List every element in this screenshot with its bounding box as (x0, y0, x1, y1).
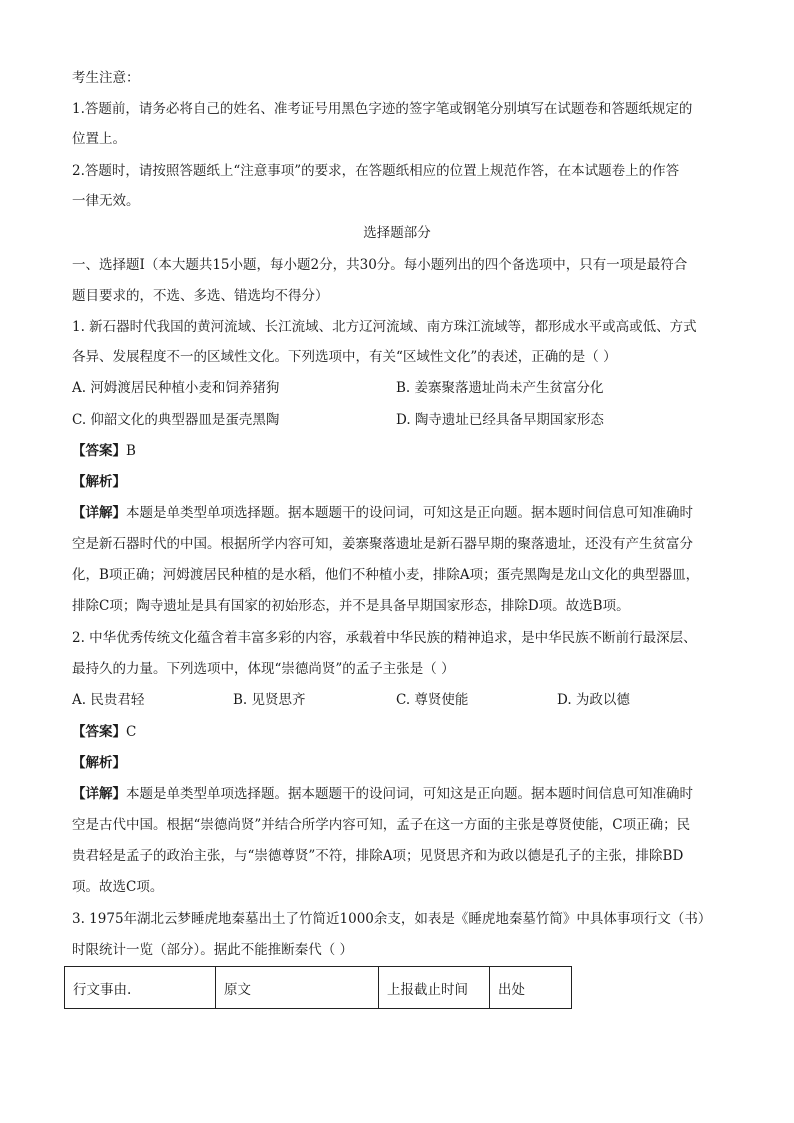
q2-stem-line-2: 最持久的力量。下列选项中，体现“崇德尚贤”的孟子主张是（ ） (72, 661, 455, 677)
q1-detail-text-1: 本题是单类型单项选择题。据本题题干的设问词，可知这是正向题。据本题时间信息可知准确时 (126, 505, 693, 521)
notice-item-2-line-2: 一律无效。 (72, 193, 140, 209)
q1-option-c: C. 仰韶文化的典型器皿是蛋壳黑陶 (72, 412, 280, 428)
q2-answer-label: 【答案】 (72, 724, 126, 740)
q2-detail-text-1: 本题是单类型单项选择题。据本题题干的设问词，可知这是正向题。据本题时间信息可知准确时 (126, 786, 693, 802)
q3-table-header-cell: 行文事由. (65, 967, 216, 1009)
notice-heading: 考生注意： (72, 70, 140, 86)
q1-option-a: A. 河姆渡居民种植小麦和饲养猪狗 (72, 380, 280, 396)
q2-detail-line-3: 贵君轻是孟子的政治主张，与“崇德尊贤”不符，排除A项；见贤思齐和为政以德是孔子的主张，排除BD (72, 848, 684, 864)
q1-detail-line-3: 化，B项正确；河姆渡居民种植的是水稻，他们不种植小麦，排除A项；蛋壳黑陶是龙山文化的典型器皿， (72, 567, 700, 583)
q3-stem-line-1: 3. 1975年湖北云梦睡虎地秦墓出土了竹简近1000余支，如表是《睡虎地秦墓竹简》中具体事项行文（书） (72, 911, 712, 927)
q2-detail-line-4: 项。故选C项。 (72, 879, 164, 895)
q1-stem-line-2: 各异、发展程度不一的区域性文化。下列选项中，有关“区域性文化”的表述，正确的是（ ） (72, 349, 617, 365)
q1-stem-line-1: 1. 新石器时代我国的黄河流域、长江流域、北方辽河流域、南方珠江流域等，都形成水平或高或低、方式 (72, 319, 697, 335)
q2-answer (72, 722, 722, 742)
q3-stem-line-2: 时限统计一览（部分）。据此不能推断秦代（ ） (72, 942, 354, 958)
q3-table (64, 966, 572, 1009)
section-intro-line-1: 一、选择题Ⅰ（本大题共15小题，每小题2分，共30分。每小题列出的四个备选项中，只有一项是最符合 (72, 257, 688, 273)
q1-detail-line-1 (72, 503, 722, 523)
q2-detail-label: 【详解】 (72, 786, 126, 802)
q1-analysis-label: 【解析】 (72, 474, 126, 490)
q1-detail-line-2: 空是新石器时代的中国。根据所学内容可知，姜寨聚落遗址是新石器早期的聚落遗址，还没有产生贫富分 (72, 536, 693, 552)
notice-item-1-line-1: 1.答题前，请务必将自己的姓名、准考证号用黑色字迹的签字笔或钢笔分别填写在试题卷和答题纸规定的 (72, 101, 693, 117)
section-intro-line-2: 题目要求的，不选、多选、错选均不得分） (72, 288, 329, 304)
q1-detail-line-4: 排除C项；陶寺遗址是具有国家的初始形态，并不是具备早期国家形态，排除D项。故选B项。 (72, 598, 630, 614)
section-title: 选择题部分 (363, 225, 431, 241)
q3-table-header-cell: 上报截止时间 (379, 967, 490, 1009)
q2-option-b: B. 见贤思齐 (233, 692, 306, 708)
q1-answer (72, 441, 722, 461)
q1-answer-value: B (126, 443, 136, 459)
q2-detail-line-1 (72, 784, 722, 804)
q2-option-a: A. 民贵君轻 (72, 692, 145, 708)
notice-item-2-line-1: 2.答题时，请按照答题纸上“注意事项”的要求，在答题纸相应的位置上规范作答，在本试题卷上的作答 (72, 163, 680, 179)
q3-table-header-cell: 原文 (216, 967, 379, 1009)
q2-analysis-label: 【解析】 (72, 755, 126, 771)
q1-detail-label: 【详解】 (72, 505, 126, 521)
q3-table-header-cell: 出处 (490, 967, 572, 1009)
q2-detail-line-2: 空是古代中国。根据“崇德尚贤”并结合所学内容可知，孟子在这一方面的主张是尊贤使能，C项正确；民 (72, 817, 691, 833)
q1-answer-label: 【答案】 (72, 443, 126, 459)
q2-option-d: D. 为政以德 (557, 692, 630, 708)
q2-answer-value: C (126, 724, 137, 740)
q1-option-d: D. 陶寺遗址已经具备早期国家形态 (396, 412, 604, 428)
q2-stem-line-1: 2. 中华优秀传统文化蕴含着丰富多彩的内容，承载着中华民族的精神追求，是中华民族不断前行最深层、 (72, 630, 697, 646)
q2-option-c: C. 尊贤使能 (396, 692, 469, 708)
q3-table-header-row (65, 967, 572, 1009)
notice-item-1-line-2: 位置上。 (72, 131, 126, 147)
q1-option-b: B. 姜寨聚落遗址尚未产生贫富分化 (396, 380, 604, 396)
